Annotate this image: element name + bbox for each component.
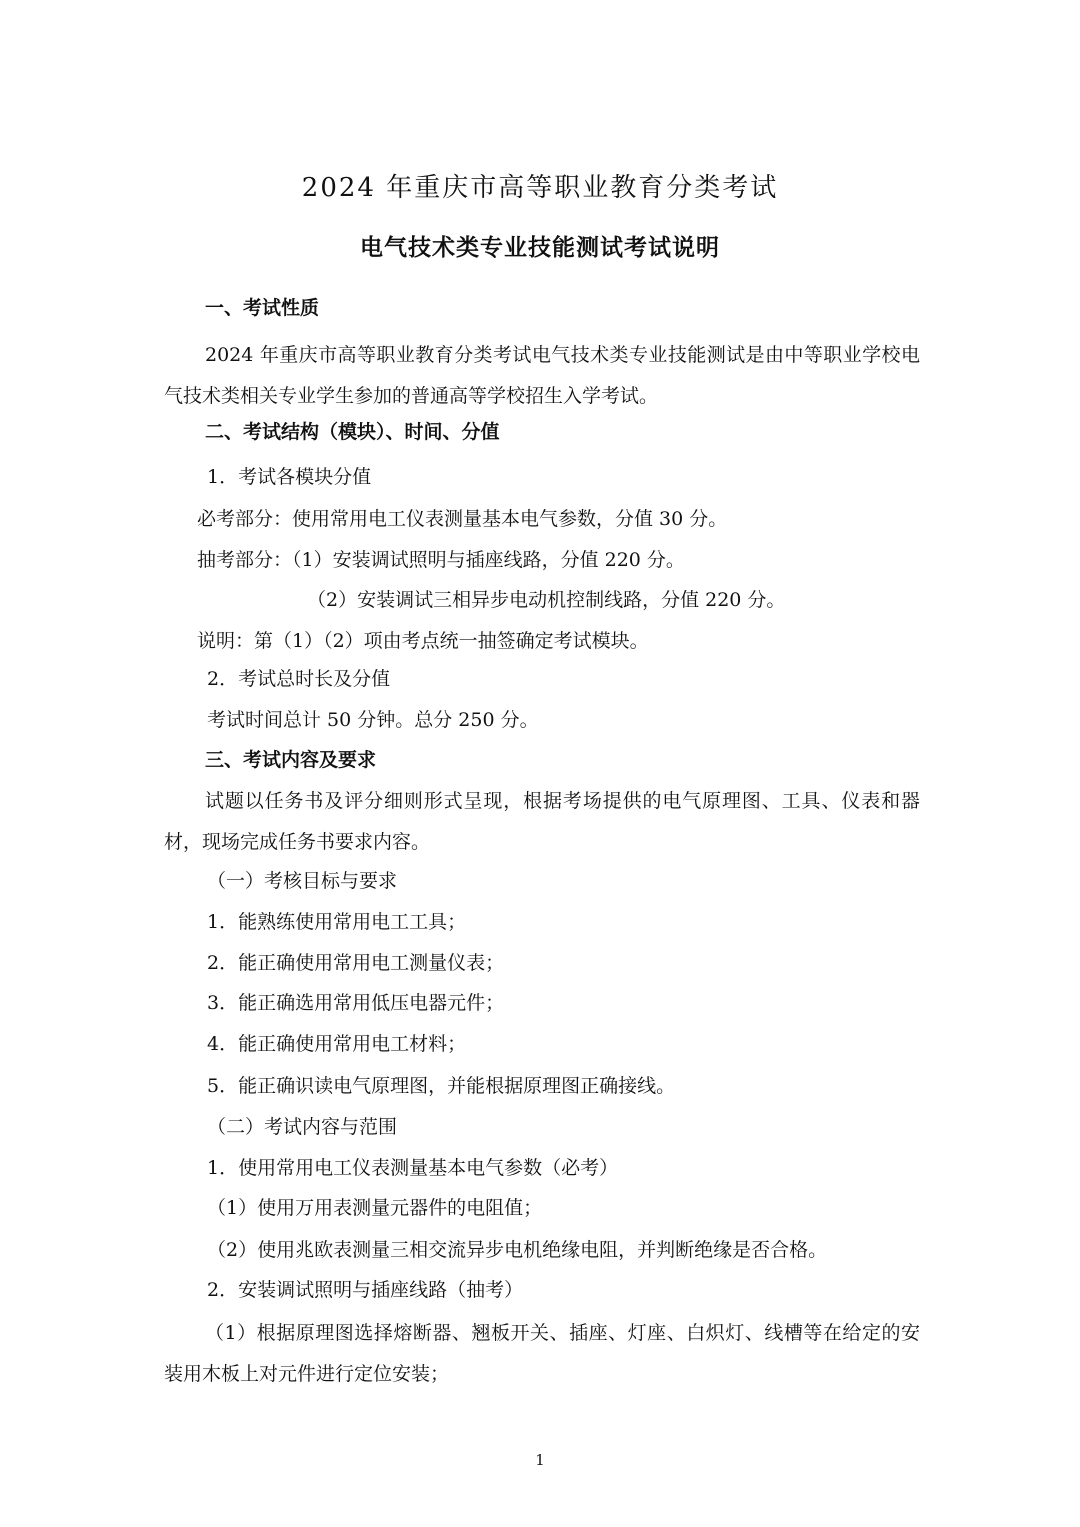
content-item-2a: （1）根据原理图选择熔断器、翘板开关、插座、灯座、白炽灯、线槽等在给定的安装用木板上对元件进行定位安装； bbox=[164, 1322, 920, 1385]
structure-note: 说明：第（1）（2）项由考点统一抽签确定考试模块。 bbox=[197, 630, 649, 652]
document-title: 2024 年重庆市高等职业教育分类考试 bbox=[301, 173, 779, 203]
structure-total: 考试时间总计 50 分钟。总分 250 分。 bbox=[207, 709, 539, 731]
content-item-1: 1．使用常用电工仪表测量基本电气参数（必考） bbox=[207, 1157, 619, 1179]
subsection-goals-heading: （一）考核目标与要求 bbox=[207, 870, 398, 892]
goal-item: 3．能正确选用常用低压电器元件； bbox=[207, 992, 505, 1014]
section-heading-content: 三、考试内容及要求 bbox=[205, 749, 377, 771]
content-item-1b: （2）使用兆欧表测量三相交流异步电机绝缘电阻，并判断绝缘是否合格。 bbox=[207, 1239, 828, 1261]
structure-optional-part-b: （2）安装调试三相异步电动机控制线路，分值 220 分。 bbox=[307, 589, 786, 611]
section-content-paragraph: 试题以任务书及评分细则形式呈现，根据考场提供的电气原理图、工具、仪表和器材，现场完成任务书要求内容。 bbox=[164, 790, 920, 853]
content-item-2: 2．安装调试照明与插座线路（抽考） bbox=[207, 1279, 524, 1301]
page-number: 1 bbox=[535, 1451, 545, 1469]
goal-item: 4．能正确使用常用电工材料； bbox=[207, 1033, 467, 1055]
structure-item-1: 1．考试各模块分值 bbox=[207, 466, 372, 488]
content-item-1a: （1）使用万用表测量元器件的电阻值； bbox=[207, 1197, 543, 1219]
section-heading-nature: 一、考试性质 bbox=[205, 297, 320, 319]
section-heading-structure: 二、考试结构（模块）、时间、分值 bbox=[205, 421, 500, 443]
document-subtitle: 电气技术类专业技能测试考试说明 bbox=[360, 234, 720, 261]
structure-required-part: 必考部分：使用常用电工仪表测量基本电气参数，分值 30 分。 bbox=[197, 508, 728, 530]
goal-item: 5．能正确识读电气原理图，并能根据原理图正确接线。 bbox=[207, 1075, 676, 1097]
goal-item: 2．能正确使用常用电工测量仪表； bbox=[207, 952, 505, 974]
structure-optional-part-a: 抽考部分：（1）安装调试照明与插座线路，分值 220 分。 bbox=[197, 549, 685, 571]
subsection-scope-heading: （二）考试内容与范围 bbox=[207, 1116, 398, 1138]
structure-item-2: 2．考试总时长及分值 bbox=[207, 668, 391, 690]
goal-item: 1．能熟练使用常用电工工具； bbox=[207, 911, 467, 933]
section-nature-paragraph: 2024 年重庆市高等职业教育分类考试电气技术类专业技能测试是由中等职业学校电气技术类相关专业学生参加的普通高等学校招生入学考试。 bbox=[164, 344, 920, 407]
